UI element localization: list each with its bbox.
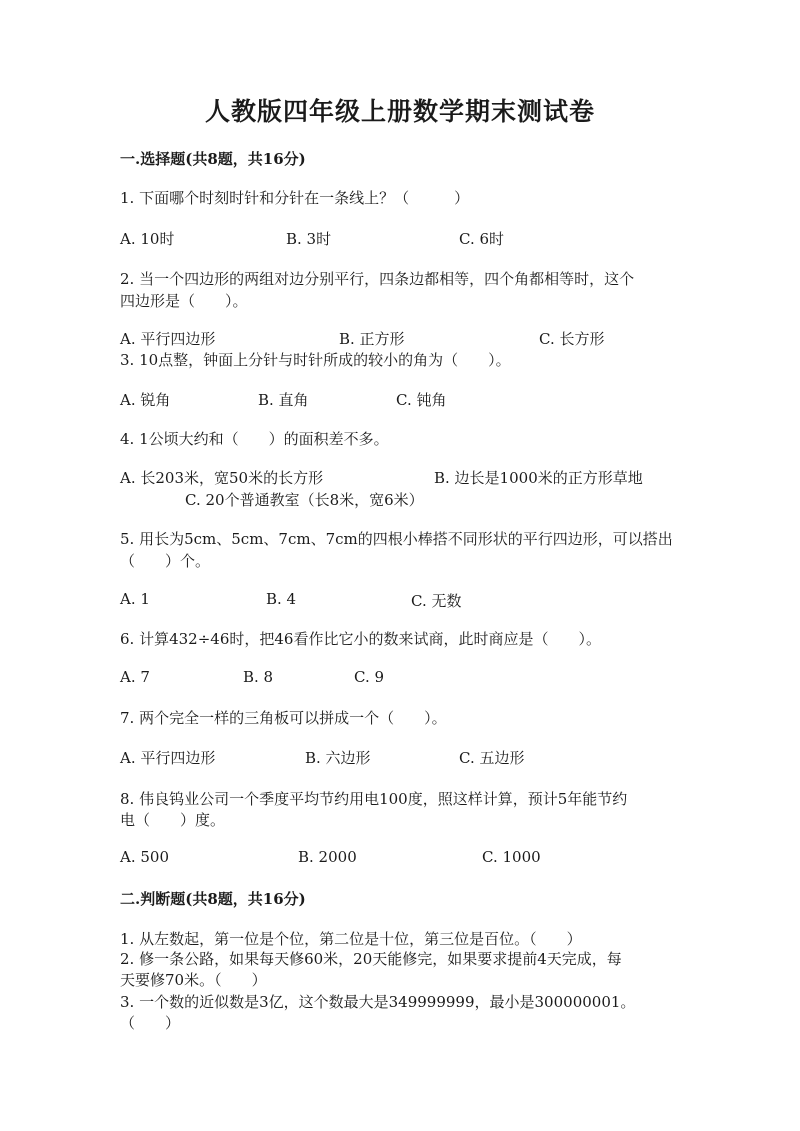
question-text: 四边形是（ ）。	[120, 292, 248, 310]
option-b: B. 8	[243, 668, 274, 686]
option-c: C. 长方形	[539, 330, 605, 348]
question-text: 天要修70米。（ ）	[120, 971, 267, 989]
option-a: A. 长203米，宽50米的长方形	[120, 469, 324, 487]
question-text: 1. 从左数起，第一位是个位，第二位是十位，第三位是百位。（ ）	[120, 930, 582, 948]
option-a: A. 500	[120, 848, 169, 866]
option-b: B. 直角	[258, 391, 309, 409]
section-heading: 二.判断题(共8题，共16分)	[120, 890, 306, 908]
option-a: A. 7	[120, 668, 150, 686]
option-b: B. 正方形	[339, 330, 405, 348]
question-text: 2. 当一个四边形的两组对边分别平行，四条边都相等，四个角都相等时，这个	[120, 270, 635, 288]
question-text: 5. 用长为5cm、5cm、7cm、7cm的四根小棒搭不同形状的平行四边形，可以搭出	[120, 530, 673, 548]
option-c: C. 1000	[482, 848, 541, 866]
page-title: 人教版四年级上册数学期末测试卷	[204, 97, 595, 126]
option-a: A. 锐角	[120, 391, 171, 409]
question-text: 电（ ）度。	[120, 811, 226, 829]
question-text: 7. 两个完全一样的三角板可以拼成一个（ ）。	[120, 709, 447, 727]
option-a: A. 平行四边形	[120, 330, 216, 348]
question-text: 3. 10点整，钟面上分针与时针所成的较小的角为（ ）。	[120, 351, 511, 369]
option-b: B. 4	[266, 590, 297, 608]
question-text: （ ）个。	[120, 552, 211, 570]
question-text: 3. 一个数的近似数是3亿，这个数最大是349999999，最小是300000001。	[120, 993, 636, 1011]
option-b: B. 3时	[286, 230, 332, 248]
section-heading: 一.选择题(共8题，共16分)	[120, 150, 306, 168]
question-text: 8. 伟良钨业公司一个季度平均节约用电100度，照这样计算，预计5年能节约	[120, 790, 628, 808]
question-text: 2. 修一条公路，如果每天修60米，20天能修完，如果要求提前4天完成，每	[120, 950, 622, 968]
question-text: 4. 1公顷大约和（ ）的面积差不多。	[120, 430, 389, 448]
question-text: （ ）	[120, 1014, 181, 1032]
option-b: B. 边长是1000米的正方形草地	[434, 469, 643, 487]
option-b: B. 2000	[298, 848, 357, 866]
option-a: A. 平行四边形	[120, 749, 216, 767]
option-c: C. 无数	[411, 592, 462, 610]
option-a: A. 10时	[120, 230, 175, 248]
question-text: 1. 下面哪个时刻时针和分针在一条线上？（ ）	[120, 189, 470, 207]
question-text: 6. 计算432÷46时，把46看作比它小的数来试商，此时商应是（ ）。	[120, 630, 601, 648]
option-c: C. 五边形	[459, 749, 525, 767]
option-c: C. 9	[354, 668, 385, 686]
option-c: C. 钝角	[396, 391, 447, 409]
option-c: C. 20个普通教室（长8米，宽6米）	[185, 491, 424, 509]
option-b: B. 六边形	[305, 749, 371, 767]
option-c: C. 6时	[459, 230, 505, 248]
option-a: A. 1	[120, 590, 150, 608]
